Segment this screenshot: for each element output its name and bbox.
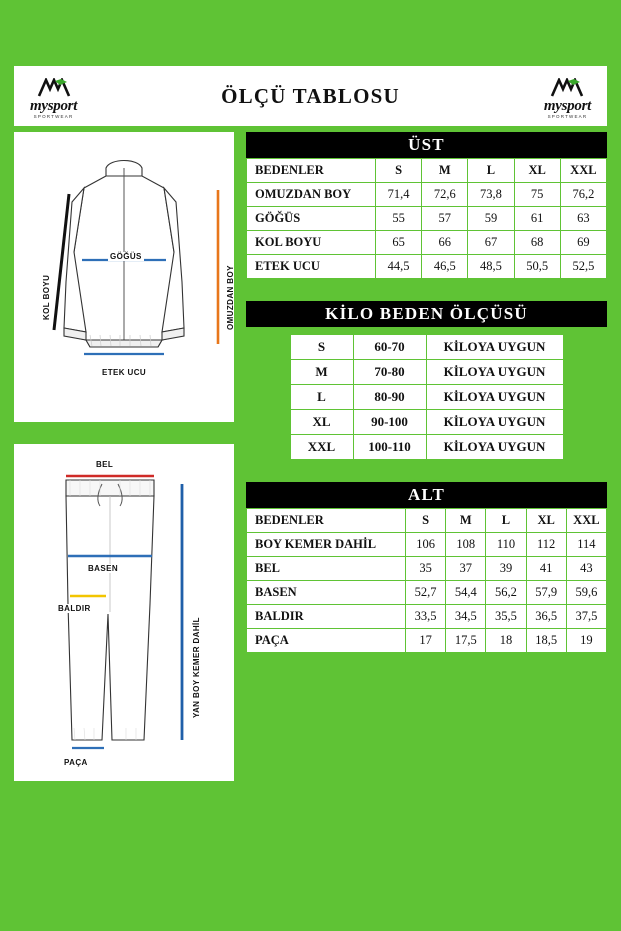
kilo-title: KİLO BEDEN ÖLÇÜSÜ — [246, 301, 607, 327]
text-cell: KİLOYA UYGUN — [426, 385, 563, 410]
cell: 39 — [486, 557, 526, 581]
cell: 66 — [422, 231, 468, 255]
cell: 56,2 — [486, 581, 526, 605]
row-label: OMUZDAN BOY — [247, 183, 376, 207]
table-row — [247, 207, 607, 231]
ust-table — [246, 158, 607, 279]
cell: 43 — [566, 557, 606, 581]
range-cell: 90-100 — [353, 410, 426, 435]
cell: 48,5 — [468, 255, 514, 279]
cell: 72,6 — [422, 183, 468, 207]
cell: 76,2 — [560, 183, 606, 207]
logo-wordmark: mysport — [543, 98, 591, 114]
label-yan-boy: YAN BOY KEMER DAHİL — [192, 617, 201, 718]
cell: 33,5 — [406, 605, 446, 629]
cell: 68 — [514, 231, 560, 255]
brand-logo-left — [30, 78, 77, 120]
cell: 67 — [468, 231, 514, 255]
cell: 57,9 — [526, 581, 566, 605]
logo-subtext: SPORTWEAR — [33, 114, 74, 119]
cell: 57 — [422, 207, 468, 231]
cell: 106 — [406, 533, 446, 557]
cell: 37,5 — [566, 605, 606, 629]
cell: 19 — [566, 629, 606, 653]
row-label: ETEK UCU — [247, 255, 376, 279]
table-row — [290, 360, 563, 385]
cell: 35,5 — [486, 605, 526, 629]
illustrations-column — [14, 132, 234, 781]
cell: 44,5 — [376, 255, 422, 279]
size-cell: L — [290, 385, 353, 410]
cell: 17 — [406, 629, 446, 653]
cell: 71,4 — [376, 183, 422, 207]
cell: 46,5 — [422, 255, 468, 279]
table-header-row — [247, 509, 607, 533]
cell: 63 — [560, 207, 606, 231]
row-label: KOL BOYU — [247, 231, 376, 255]
cell: 50,5 — [514, 255, 560, 279]
cell: 61 — [514, 207, 560, 231]
cell: 65 — [376, 231, 422, 255]
label-omuzdan-boy: OMUZDAN BOY — [226, 265, 235, 330]
cell: 37 — [446, 557, 486, 581]
ust-block — [246, 132, 607, 279]
column-header: M — [422, 159, 468, 183]
logo-wordmark: mysport — [30, 98, 78, 114]
cell: 112 — [526, 533, 566, 557]
chart-card — [14, 66, 607, 908]
cell: 35 — [406, 557, 446, 581]
page-title: ÖLÇÜ TABLOSU — [221, 83, 400, 108]
cell: 110 — [486, 533, 526, 557]
label-kol-boyu: KOL BOYU — [42, 274, 51, 320]
label-gogus: GÖĞÜS — [110, 252, 142, 261]
cell: 59 — [468, 207, 514, 231]
column-header: L — [468, 159, 514, 183]
column-header: XXL — [560, 159, 606, 183]
alt-title: ALT — [246, 482, 607, 508]
label-basen: BASEN — [88, 564, 119, 573]
pants-illustration-panel — [14, 444, 234, 781]
cell: 18,5 — [526, 629, 566, 653]
text-cell: KİLOYA UYGUN — [426, 410, 563, 435]
column-header: S — [376, 159, 422, 183]
table-row — [247, 581, 607, 605]
table-row — [290, 335, 563, 360]
table-header-row — [247, 159, 607, 183]
column-header: XXL — [566, 509, 606, 533]
size-cell: XXL — [290, 435, 353, 460]
row-label: BASEN — [247, 581, 406, 605]
cell: 41 — [526, 557, 566, 581]
cell: 108 — [446, 533, 486, 557]
table-row — [247, 231, 607, 255]
jacket-illustration-panel — [14, 132, 234, 422]
cell: 52,5 — [560, 255, 606, 279]
table-row — [290, 435, 563, 460]
label-bel: BEL — [96, 460, 114, 469]
table-row — [247, 557, 607, 581]
column-header: BEDENLER — [247, 509, 406, 533]
table-row — [290, 385, 563, 410]
row-label: BEL — [247, 557, 406, 581]
cell: 54,4 — [446, 581, 486, 605]
cell: 59,6 — [566, 581, 606, 605]
row-label: PAÇA — [247, 629, 406, 653]
column-header: S — [406, 509, 446, 533]
cell: 36,5 — [526, 605, 566, 629]
range-cell: 80-90 — [353, 385, 426, 410]
text-cell: KİLOYA UYGUN — [426, 360, 563, 385]
cell: 55 — [376, 207, 422, 231]
text-cell: KİLOYA UYGUN — [426, 335, 563, 360]
column-header: BEDENLER — [247, 159, 376, 183]
header-bar — [14, 66, 607, 126]
tables-column — [246, 132, 607, 653]
column-header: XL — [526, 509, 566, 533]
cell: 52,7 — [406, 581, 446, 605]
range-cell: 100-110 — [353, 435, 426, 460]
row-label: BALDIR — [247, 605, 406, 629]
table-row — [290, 410, 563, 435]
cell: 18 — [486, 629, 526, 653]
size-cell: XL — [290, 410, 353, 435]
cell: 34,5 — [446, 605, 486, 629]
logo-mark-icon — [550, 78, 584, 98]
table-row — [247, 605, 607, 629]
logo-subtext: SPORTWEAR — [547, 114, 588, 119]
kilo-table — [290, 334, 564, 460]
table-row — [247, 255, 607, 279]
row-label: BOY KEMER DAHİL — [247, 533, 406, 557]
cell: 17,5 — [446, 629, 486, 653]
row-label: GÖĞÜS — [247, 207, 376, 231]
label-etek-ucu: ETEK UCU — [102, 368, 147, 377]
cell: 69 — [560, 231, 606, 255]
ust-title: ÜST — [246, 132, 607, 158]
alt-block — [246, 482, 607, 653]
label-baldir: BALDIR — [58, 604, 91, 613]
table-row — [247, 629, 607, 653]
kilo-block — [246, 301, 607, 460]
column-header: XL — [514, 159, 560, 183]
pants-drawing — [14, 444, 234, 781]
range-cell: 70-80 — [353, 360, 426, 385]
range-cell: 60-70 — [353, 335, 426, 360]
size-cell: M — [290, 360, 353, 385]
table-row — [247, 533, 607, 557]
column-header: L — [486, 509, 526, 533]
alt-table — [246, 508, 607, 653]
cell: 73,8 — [468, 183, 514, 207]
size-cell: S — [290, 335, 353, 360]
brand-logo-right — [544, 78, 591, 120]
cell: 75 — [514, 183, 560, 207]
table-row — [247, 183, 607, 207]
text-cell: KİLOYA UYGUN — [426, 435, 563, 460]
logo-mark-icon — [37, 78, 71, 98]
column-header: M — [446, 509, 486, 533]
cell: 114 — [566, 533, 606, 557]
label-paca: PAÇA — [64, 758, 88, 767]
